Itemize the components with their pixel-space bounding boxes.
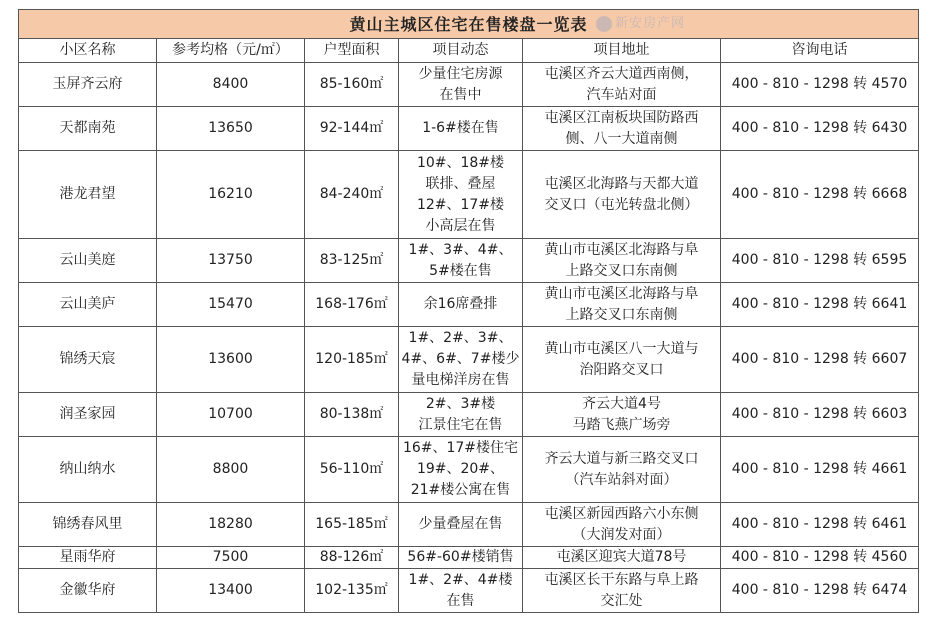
cell-status: 1#、3#、4#、 5#楼在售: [399, 239, 523, 283]
cell-area: 88-126㎡: [305, 547, 399, 569]
cell-name: 天都南苑: [19, 107, 157, 151]
header-status: 项目动态: [399, 39, 523, 63]
header-phone: 咨询电话: [721, 39, 919, 63]
cell-name: 玉屏齐云府: [19, 63, 157, 107]
cell-area: 56-110㎡: [305, 437, 399, 503]
cell-address: 齐云大道与新三路交叉口 （汽车站斜对面）: [523, 437, 721, 503]
cell-phone: 400 - 810 - 1298 转 6607: [721, 327, 919, 393]
cell-status: 少量叠屋在售: [399, 503, 523, 547]
cell-address: 屯溪区齐云大道西南侧， 汽车站对面: [523, 63, 721, 107]
cell-phone: 400 - 810 - 1298 转 6430: [721, 107, 919, 151]
cell-price: 13400: [157, 569, 305, 613]
cell-price: 18280: [157, 503, 305, 547]
cell-price: 16210: [157, 151, 305, 239]
watermark: [596, 12, 685, 32]
cell-phone: 400 - 810 - 1298 转 6641: [721, 283, 919, 327]
table-row: [19, 107, 919, 151]
table-row: [19, 283, 919, 327]
cell-area: 92-144㎡: [305, 107, 399, 151]
cell-name: 锦绣春风里: [19, 503, 157, 547]
table-title: 黄山主城区住宅在售楼盘一览表: [19, 10, 919, 39]
cell-name: 润圣家园: [19, 393, 157, 437]
table-row: [19, 569, 919, 613]
table-row: [19, 437, 919, 503]
cell-address: 屯溪区北海路与天都大道 交叉口（屯光转盘北侧）: [523, 151, 721, 239]
cell-status: 10#、18#楼 联排、叠屋 12#、17#楼 小高层在售: [399, 151, 523, 239]
cell-status: 16#、17#楼住宅 19#、20#、 21#楼公寓在售: [399, 437, 523, 503]
cell-area: 168-176㎡: [305, 283, 399, 327]
cell-status: 1#、2#、3#、 4#、6#、7#楼少 量电梯洋房在售: [399, 327, 523, 393]
cell-name: 云山美庐: [19, 283, 157, 327]
cell-area: 84-240㎡: [305, 151, 399, 239]
listing-table: [18, 9, 919, 613]
cell-address: 齐云大道4号 马踏飞燕广场旁: [523, 393, 721, 437]
listing-table-container: [18, 9, 918, 613]
table-row: [19, 503, 919, 547]
cell-address: 黄山市屯溪区八一大道与 治阳路交叉口: [523, 327, 721, 393]
cell-area: 165-185㎡: [305, 503, 399, 547]
cell-address: 屯溪区新园西路六小东侧 （大润发对面）: [523, 503, 721, 547]
header-area: 户型面积: [305, 39, 399, 63]
cell-area: 80-138㎡: [305, 393, 399, 437]
cell-price: 8800: [157, 437, 305, 503]
cell-address: 屯溪区江南板块国防路西 侧、八一大道南侧: [523, 107, 721, 151]
cell-area: 83-125㎡: [305, 239, 399, 283]
cell-name: 星雨华府: [19, 547, 157, 569]
cell-status: 2#、3#楼 江景住宅在售: [399, 393, 523, 437]
cell-phone: 400 - 810 - 1298 转 6474: [721, 569, 919, 613]
header-address: 项目地址: [523, 39, 721, 63]
cell-address: 屯溪区迎宾大道78号: [523, 547, 721, 569]
cell-name: 港龙君望: [19, 151, 157, 239]
cell-name: 锦绣天宸: [19, 327, 157, 393]
cell-price: 13750: [157, 239, 305, 283]
cell-address: 屯溪区长干东路与阜上路 交汇处: [523, 569, 721, 613]
cell-phone: 400 - 810 - 1298 转 6595: [721, 239, 919, 283]
cell-area: 120-185㎡: [305, 327, 399, 393]
table-row: [19, 547, 919, 569]
header-price: 参考均格（元/㎡）: [157, 39, 305, 63]
cell-price: 8400: [157, 63, 305, 107]
cell-phone: 400 - 810 - 1298 转 4570: [721, 63, 919, 107]
cell-phone: 400 - 810 - 1298 转 6668: [721, 151, 919, 239]
cell-phone: 400 - 810 - 1298 转 4661: [721, 437, 919, 503]
table-row: [19, 393, 919, 437]
cell-status: 56#-60#楼销售: [399, 547, 523, 569]
cell-status: 1-6#楼在售: [399, 107, 523, 151]
cell-status: 余16席叠排: [399, 283, 523, 327]
table-row: [19, 151, 919, 239]
table-body: [19, 63, 919, 613]
header-row: [19, 39, 919, 63]
cell-area: 102-135㎡: [305, 569, 399, 613]
cell-price: 15470: [157, 283, 305, 327]
cell-phone: 400 - 810 - 1298 转 6461: [721, 503, 919, 547]
cell-price: 10700: [157, 393, 305, 437]
cell-status: 少量住宅房源 在售中: [399, 63, 523, 107]
cell-address: 黄山市屯溪区北海路与阜 上路交叉口东南侧: [523, 283, 721, 327]
cell-price: 13650: [157, 107, 305, 151]
watermark-text: 新安房产网: [615, 16, 686, 31]
table-row: [19, 327, 919, 393]
cell-price: 7500: [157, 547, 305, 569]
cell-status: 1#、2#、4#楼 在售: [399, 569, 523, 613]
cell-address: 黄山市屯溪区北海路与阜 上路交叉口东南侧: [523, 239, 721, 283]
cell-name: 纳山纳水: [19, 437, 157, 503]
watermark-logo-icon: [596, 16, 612, 32]
cell-name: 云山美庭: [19, 239, 157, 283]
cell-price: 13600: [157, 327, 305, 393]
table-row: [19, 239, 919, 283]
cell-area: 85-160㎡: [305, 63, 399, 107]
cell-phone: 400 - 810 - 1298 转 4560: [721, 547, 919, 569]
header-name: 小区名称: [19, 39, 157, 63]
table-row: [19, 63, 919, 107]
cell-name: 金徽华府: [19, 569, 157, 613]
cell-phone: 400 - 810 - 1298 转 6603: [721, 393, 919, 437]
